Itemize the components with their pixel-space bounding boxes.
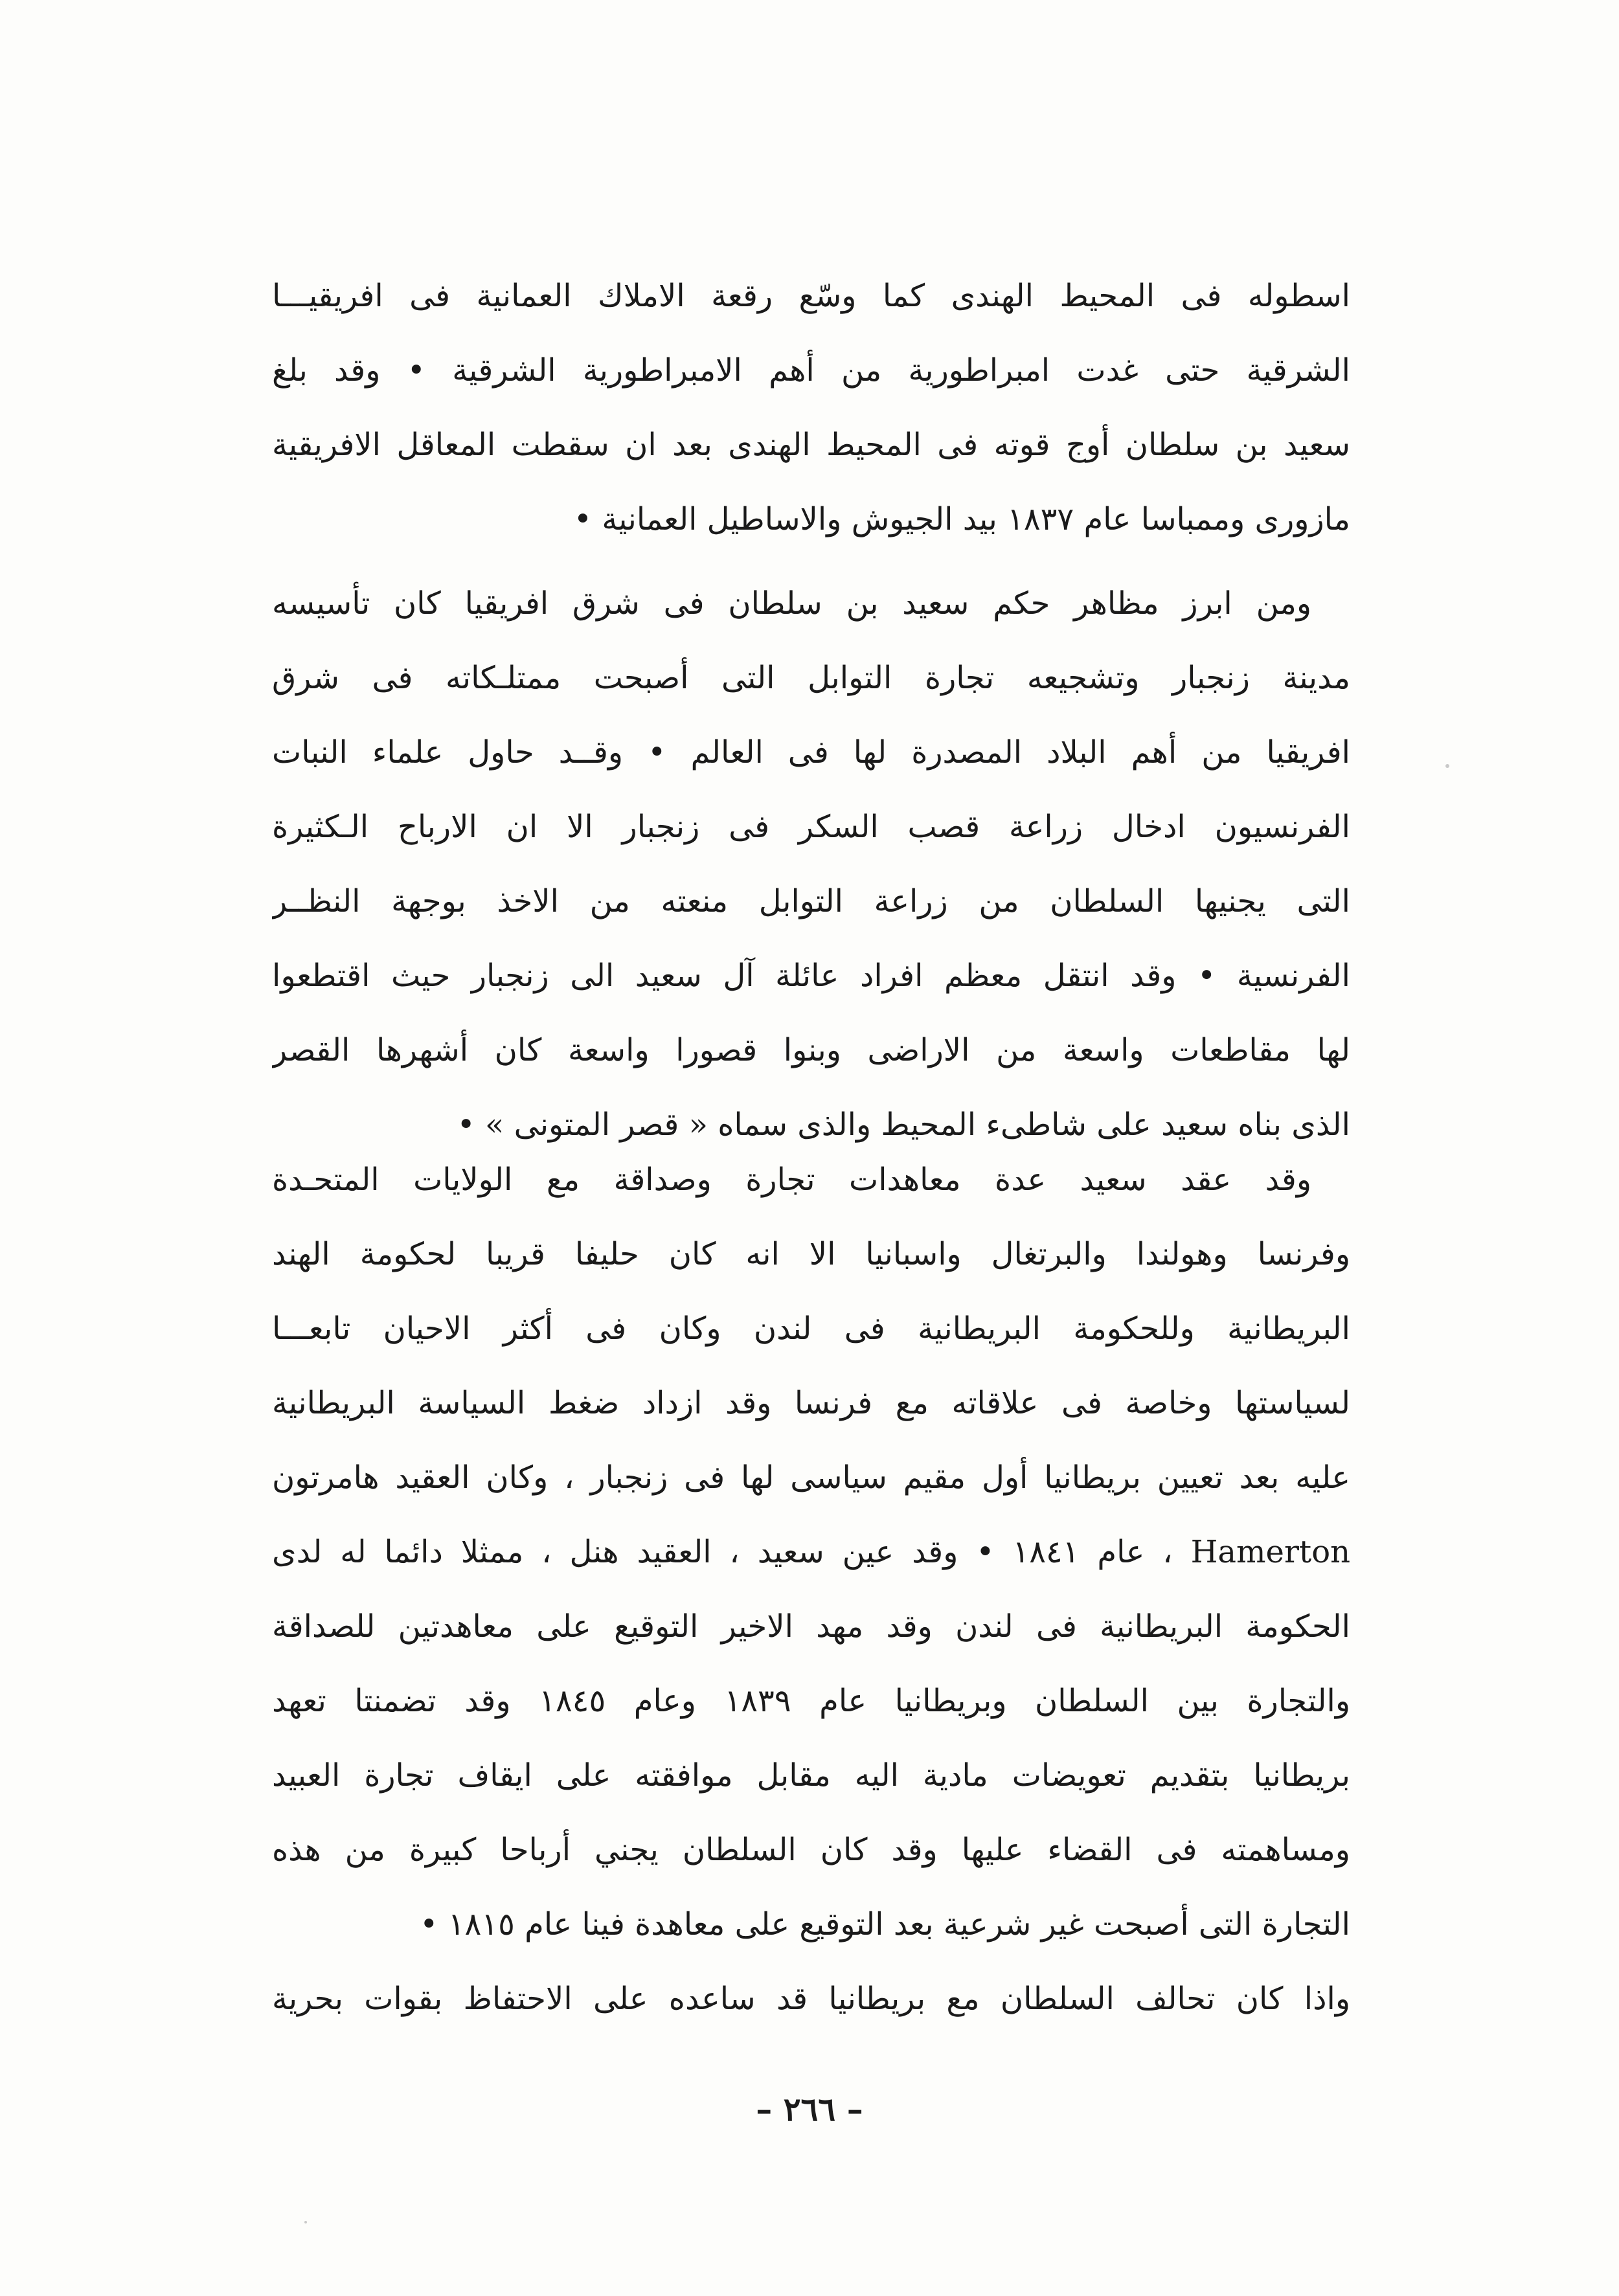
text-line: البريطانية وللحكومة البريطانية فى لندن وكان فى أكثر الاحيان تابعـــا [272, 1311, 1350, 1347]
page-number: – ٢٦٦ – [756, 2090, 863, 2128]
paragraph-2 [272, 567, 1350, 1162]
text-line: وفرنسا وهولندا والبرتغال واسبانيا الا انه كان حليفا قريبا لحكومة الهند [272, 1236, 1350, 1272]
text-line: سعيد بن سلطان أوج قوته فى المحيط الهندى بعد ان سقطت المعاقل الافريقية [272, 427, 1350, 463]
text-line: لسياستها وخاصة فى علاقاته مع فرنسا وقد ازداد ضغط السياسة البريطانية [272, 1385, 1350, 1421]
text-line: عليه بعد تعيين بريطانيا أول مقيم سياسى لها فى زنجبار ، وكان العقيد هامرتون [272, 1459, 1350, 1496]
text-line: ومساهمته فى القضاء عليها وقد كان السلطان يجني أرباحا كبيرة من هذه [272, 1832, 1350, 1868]
paragraph-3 [272, 1143, 1350, 2036]
scan-speck [304, 2221, 307, 2223]
text-line: اسطوله فى المحيط الهندى كما وسّع رقعة الاملاك العمانية فى افريقيـــا [272, 278, 1350, 314]
text-line: افريقيا من أهم البلاد المصدرة لها فى العالم • وقــد حاول علماء النبات [272, 734, 1350, 771]
text-line: الفرنسيون ادخال زراعة قصب السكر فى زنجبار الا ان الارباح الـكثيرة [272, 809, 1350, 845]
text-line: الحكومة البريطانية فى لندن وقد مهد الاخير التوقيع على معاهدتين للصداقة [272, 1608, 1350, 1645]
text-line: الذى بناه سعيد على شاطىء المحيط والذى سماه « قصر المتونى » • [457, 1107, 1350, 1143]
text-line: الشرقية حتى غدت امبراطورية من أهم الامبراطورية الشرقية • وقد بلغ [272, 352, 1350, 388]
text-line: التى يجنيها السلطان من زراعة التوابل منعته من الاخذ بوجهة النظــر [272, 883, 1350, 919]
text-line: واذا كان تحالف السلطان مع بريطانيا قد ساعده على الاحتفاظ بقوات بحرية [272, 1981, 1350, 2017]
text-line: والتجارة بين السلطان وبريطانيا عام ١٨٣٩ وعام ١٨٤٥ وقد تضمنتا تعهد [272, 1683, 1350, 1719]
text-line: بريطانيا بتقديم تعويضات مادية اليه مقابل موافقته على ايقاف تجارة العبيد [272, 1757, 1350, 1794]
scan-speck [1445, 764, 1449, 768]
text-line: مازورى وممباسا عام ١٨٣٧ بيد الجيوش والاساطيل العمانية • [573, 501, 1350, 537]
text-line: مدينة زنجبار وتشجيعه تجارة التوابل التى أصبحت ممتلـكاته فى شرق [272, 660, 1350, 696]
text-line: وقد عقد سعيد عدة معاهدات تجارة وصداقة مع الولايات المتحـدة [272, 1162, 1311, 1198]
text-line: الفرنسية • وقد انتقل معظم افراد عائلة آل سعيد الى زنجبار حيث اقتطعوا [272, 958, 1350, 994]
text-line: ومن ابرز مظاهر حكم سعيد بن سلطان فى شرق افريقيا كان تأسيسه [272, 585, 1311, 622]
text-line: Hamerton ، عام ١٨٤١ • وقد عين سعيد ، العقيد هنل ، ممثلا دائما له لدى [272, 1534, 1350, 1570]
text-line: التجارة التى أصبحت غير شرعية بعد التوقيع على معاهدة فينا عام ١٨١٥ • [420, 1906, 1350, 1942]
text-line: لها مقاطعات واسعة من الاراضى وبنوا قصورا واسعة كان أشهرها القصر [272, 1032, 1350, 1068]
paragraph-1 [272, 259, 1350, 557]
